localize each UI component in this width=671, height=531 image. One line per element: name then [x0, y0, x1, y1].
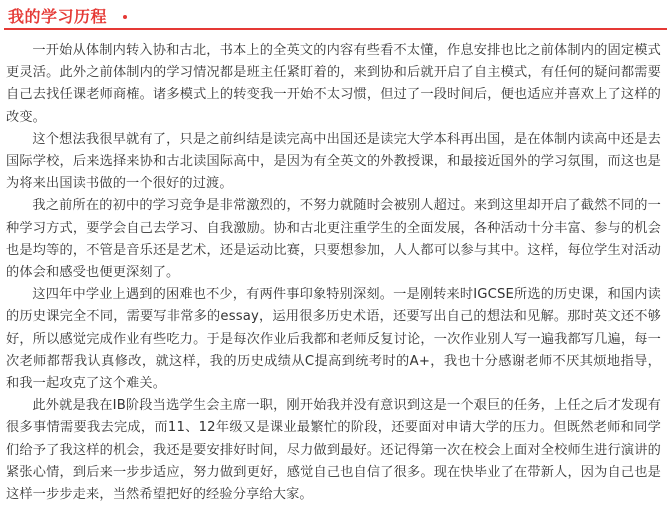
- title-dot-decoration: [123, 15, 127, 19]
- paragraph-3: 我之前所在的初中的学习竞争是非常激烈的，不努力就随时会被别人超过。来到这里却开启了截然不同的一种学习方式，要学会自己去学习、自我激励。协和古北更注重学生的全面发展，各种活动十分丰富、参与的机会也是均等的，不管是音乐还是艺术，还是运动比赛，只要想参加，人人都可以参与其中。这样，每位学生对活动的体会和感受也便更深刻了。: [6, 198, 661, 281]
- section-header: [4, 0, 667, 30]
- paragraph-1: 一开始从体制内转入协和古北，书本上的全英文的内容有些看不太懂，作息安排也比之前体制内的固定模式更灵活。此外之前体制内的学习情况都是班主任紧盯着的，来到协和后就开启了自主模式，有任何的疑问都需要自己去找任课老师商榷。诸多模式上的转变我一开始不太习惯，但过了一段时间后，便也适应并喜欢上了这样的改变。: [6, 43, 661, 125]
- article-body: [0, 30, 671, 506]
- paragraph-5: 此外就是我在IB阶段当选学生会主席一职，刚开始我并没有意识到这是一个艰巨的任务，上任之后才发现有很多事情需要我去完成，而11、12年级又是课业最繁忙的阶段，还要面对申请大学的压力。但既然老师和同学们给予了我这样的机会，我还是要安排好时间，尽力做到最好。还记得第一次在校会上面对全校师生进行演讲的紧张心情，到后来一步步适应，努力做到更好，感觉自己也自信了很多。现在快毕业了在带新人，因为自己也是这样一步步走来，当然希望把好的经验分享给大家。: [6, 398, 661, 503]
- page-title: 我的学习历程: [8, 7, 108, 26]
- paragraph-4: 这四年中学业上遇到的困难也不少，有两件事印象特别深刻。一是刚转来时IGCSE所选的历史课，和国内读的历史课完全不同，需要写非常多的essay，运用很多历史术语，还要写出自己的想法和见解。那时英文还不够好，所以感觉完成作业有些吃力。于是每次作业后我都和老师反复讨论，一次作业别人写一遍我都写几遍，每一次老师都帮我认真修改，就这样，我的历史成绩从C提高到统考时的A+，我也十分感谢老师不厌其烦地指导，和我一起攻克了这个难关。: [6, 287, 661, 392]
- paragraph-2: 这个想法我很早就有了，只是之前纠结是读完高中出国还是读完大学本科再出国，是在体制内读高中还是去国际学校，后来选择来协和古北读国际高中，是因为有全英文的外教授课，和最接近国外的学习氛围，而这也是为将来出国读书做的一个很好的过渡。: [6, 131, 661, 192]
